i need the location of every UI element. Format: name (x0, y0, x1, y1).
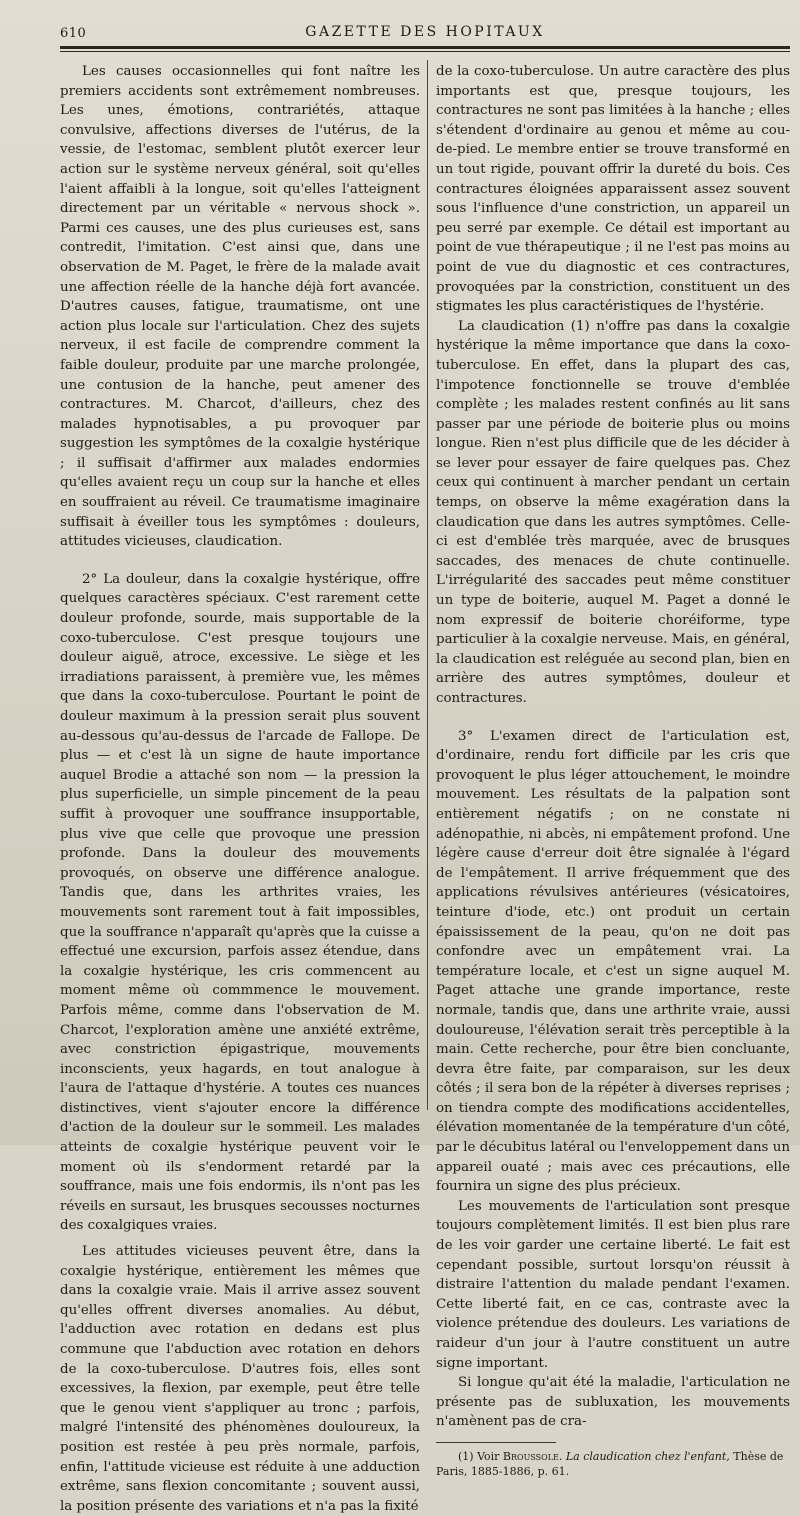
right-column (436, 62, 790, 1478)
footnote (436, 1449, 790, 1479)
footnote-marker: (1) Voir (458, 1449, 500, 1463)
paragraph-douleur: 2° La douleur, dans la coxalgie hystérique, offre quelques caractères spéciaux. C'est rarement cette douleur profonde, sourde, mais supportable de la coxo-tuberculose. C'est presque toujours une douleur aiguë, atroce, excessive. Le siège et les irradiations paraissent, à première vue, les mêmes que dans la coxo-tuberculose. Pourtant le point de douleur maximum à la pression serait plus souvent au-dessous qu'au-dessus de l'arcade de Fallope. De plus — et c'est là un signe de haute importance auquel Brodie a attaché son nom — la pression la plus superficielle, un simple pincement de la peau suffit à provoquer une souffrance insupportable, plus vive que celle que provoque une pression profonde. Dans la douleur des mouvements provoqués, on observe une différence analogue. Tandis que, dans les arthrites vraies, les mouvements sont rarement tout à fait impossibles, que la souffrance n'apparaît qu'après que la cuisse a effectué une excursion, parfois assez étendue, dans la coxalgie hystérique, les cris commencent au moment même où commmence le mouvement. Parfois même, comme dans l'observation de M. Charcot, l'exploration amène une anxiété extrême, avec constriction épigastrique, mouvements inconscients, yeux hagards, en tout analogue à l'aura de l'attaque d'hystérie. A toutes ces nuances distinctives, vient s'ajouter encore la différence d'action de la douleur sur le sommeil. Les malades atteints de coxalgie hystérique peuvent voir le moment où ils s'endorment retardé par la souffrance, mais une fois endormis, ils n'ont pas les réveils en sursaut, les brusques secousses nocturnes des coxalgiques vraies. (60, 571, 420, 1234)
left-column (60, 62, 420, 1514)
footnote-rule (436, 1442, 556, 1443)
paragraph-causes: Les causes occasionnelles qui font naître les premiers accidents sont extrêmement nombreuses. Les unes, émotions, contrariétés, attaque convulsive, affections diverses de l'utérus, de la vessie, de l'estomac, semblent plutôt exercer leur action sur le système nerveux général, soit qu'elles l'aient affaibli à la longue, soit qu'elles l'atteignent directement par un véritable « nervous shock ». Parmi ces causes, une des plus curieuses est, sans contredit, l'imitation. C'est ainsi que, dans une observation de M. Paget, le frère de la malade avait une affection réelle de la hanche déjà fort avancée. D'autres causes, fatigue, traumatisme, ont une action plus locale sur l'articulation. Chez des sujets nerveux, il est facile de comprendre comment la faible douleur, produite par une marche prolongée, une contusion de la hanche, peut amener des contractures. M. Charcot, d'ailleurs, chez des malades hypnotisables, a pu provoquer par suggestion les symptômes de la coxalgie hystérique ; il suffisait d'affirmer aux malades endormies qu'elles avaient reçu un coup sur la hanche et elles en souffraient au réveil. Ce traumatisme imaginaire suffisait à éveiller tous les symptômes : douleurs, attitudes vicieuses, claudication. (60, 64, 420, 550)
footnote-author: Broussole. (502, 1449, 563, 1463)
page-number: 610 (60, 26, 87, 41)
paragraph-examen-direct: 3° L'examen direct de l'articulation est, d'ordinaire, rendu fort difficile par les cris que provoquent le plus léger attouchement, le moindre mouvement. Les résultats de la palpation sont entièrement négatifs ; on ne constate ni adénopathie, ni abcès, ni empâtement profond. Une légère cause d'erreur doit être signalée à l'égard de l'empâtement. Il arrive fréquemment que des applications révulsives antérieures (vésicatoires, teinture d'iode, etc.) ont produit un certain épaississement de la peau, qu'on ne doit pas confondre avec un empâtement vrai. La température locale, et c'est un signe auquel M. Paget attache une grande importance, reste normale, tandis que, dans une arthrite vraie, aussi douloureuse, l'élévation serait très perceptible à la main. Cette recherche, pour être bien concluante, devra être faite, par comparaison, sur les deux côtés ; il sera bon de la répéter à diverses reprises ; on tiendra compte des modifications accidentelles, élévation momentanée de la température d'un côté, par le décubitus latéral ou l'enveloppement dans un appareil ouaté ; mais avec ces précautions, elle fournira un signe des plus précieux. (436, 728, 790, 1195)
paragraph-contractures-continued: de la coxo-tuberculose. Un autre caractère des plus importants est que, presque toujours, les contractures ne sont pas limitées à la hanche ; elles s'étendent d'ordinaire au genou et même au cou-de-pied. Le membre entier se trouve transformé en un tout rigide, pouvant offrir la dureté du bois. Ces contractures éloignées apparaissent assez souvent sous l'influence d'une constriction, un appareil un peu serré par exemple. Ce détail est important au point de vue thérapeutique ; il ne l'est pas moins au point de vue du diagnostic et ces contractures, provoquées par la constriction, constituent un des stigmates les plus caractéristiques de l'hystérie. (436, 64, 790, 315)
footnote-rest: Thèse de Paris, 1885-1886, p. 61. (436, 1449, 784, 1478)
paragraph-subluxation: Si longue qu'ait été la maladie, l'articulation ne présente pas de subluxation, les mouvements n'amènent pas de cra- (436, 1375, 790, 1430)
page-header (60, 22, 790, 44)
header-rule-thick (60, 46, 790, 49)
paragraph-mouvements: Les mouvements de l'articulation sont presque toujours complètement limités. Il est bien plus rare de les voir garder une certaine liberté. Le fait est cependant possible, surtout lorsqu'on réussit à distraire l'attention du malade pendant l'examen. Cette liberté fait, en ce cas, contraste avec la violence prétendue des douleurs. Les variations de raideur d'un jour à l'autre constituent un autre signe important. (436, 1198, 790, 1371)
header-rule-thin (60, 51, 790, 52)
column-divider (427, 60, 428, 1110)
journal-title: GAZETTE DES HOPITAUX (305, 24, 545, 40)
footnote-title: La claudication chez l'enfant, (565, 1449, 730, 1463)
paragraph-attitudes: Les attitudes vicieuses peuvent être, dans la coxalgie hystérique, entièrement les mêmes que dans la coxalgie vraie. Mais il arrive assez souvent qu'elles offrent diverses anomalies. Au début, l'adduction avec rotation en dedans est plus commune que l'abduction avec rotation en dehors de la coxo-tuberculose. D'autres fois, elles sont excessives, la flexion, par exemple, peut être telle que le genou vient s'appliquer au tronc ; parfois, malgré l'intensité des phénomènes douloureux, la position est restée à peu près normale, parfois, enfin, l'attitude vicieuse est réduite à une adduction extrême, sans flexion concomitante ; souvent aussi, la position présente des variations et n'a pas la fixité (60, 1244, 420, 1514)
paragraph-claudication: La claudication (1) n'offre pas dans la coxalgie hystérique la même importance que dans la coxo-tuberculose. En effet, dans la plupart des cas, l'impotence fonctionnelle se trouve d'emblée complète ; les malades restent confinés au lit sans passer par une période de boiterie plus ou moins longue. Rien n'est plus difficile que de les décider à se lever pour essayer de faire quelques pas. Chez ceux qui continuent à marcher pendant un certain temps, on observe la même exagération dans la claudication que dans les autres symptômes. Celle-ci est d'emblée très marquée, avec de brusques saccades, des menaces de chute continuelle. L'irrégularité des saccades peut même constituer un type de boiterie, auquel M. Paget a donné le nom expressif de boiterie choréiforme, type particulier à la coxalgie nerveuse. Mais, en général, la claudication est reléguée au second plan, bien en arrière des autres symptômes, douleur et contractures. (436, 318, 790, 706)
